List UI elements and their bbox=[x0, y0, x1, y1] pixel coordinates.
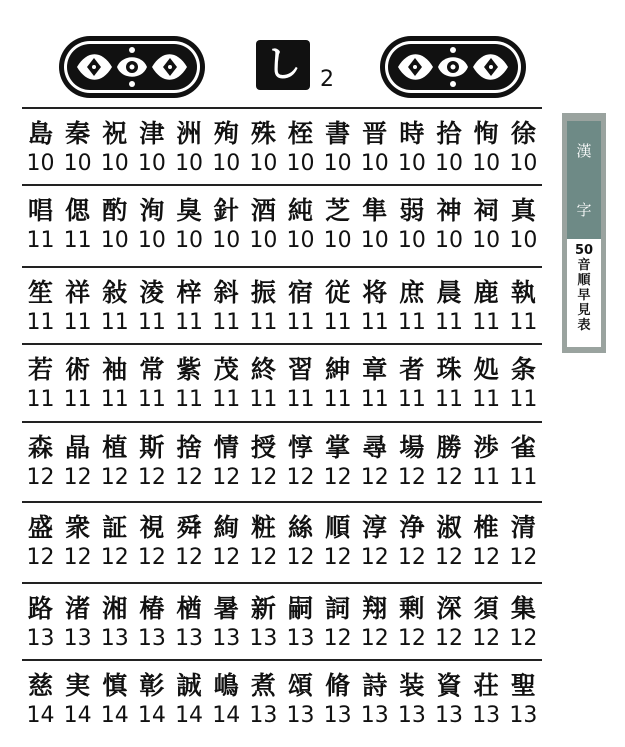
kanji-cell: 津 bbox=[139, 119, 165, 148]
stroke-count-cell: 12 bbox=[63, 465, 92, 490]
kanji-cell: 雀 bbox=[510, 433, 536, 462]
kanji-cell: 詩 bbox=[362, 671, 388, 700]
kanji-cell: 晶 bbox=[65, 433, 91, 462]
stroke-count-cell: 10 bbox=[100, 151, 129, 176]
stroke-count-cell: 11 bbox=[509, 465, 538, 490]
stroke-count-cell: 13 bbox=[212, 626, 241, 651]
stroke-count-cell: 14 bbox=[26, 703, 55, 728]
kanji-line bbox=[22, 512, 542, 544]
kanji-cell: 洲 bbox=[176, 119, 202, 148]
stroke-count-cell: 13 bbox=[472, 703, 501, 728]
stroke-count-cell: 12 bbox=[360, 626, 389, 651]
kanji-cell: 偲 bbox=[65, 196, 91, 225]
stroke-count-cell: 10 bbox=[137, 228, 166, 253]
kanji-cell: 新 bbox=[250, 594, 276, 623]
stroke-count-cell: 11 bbox=[100, 310, 129, 335]
kanji-cell: 紳 bbox=[325, 355, 351, 384]
stroke-count-line bbox=[22, 702, 542, 730]
kanji-cell: 真 bbox=[510, 196, 536, 225]
kanji-cell: 資 bbox=[436, 671, 462, 700]
kanji-cell: 誠 bbox=[176, 671, 202, 700]
stroke-count-cell: 11 bbox=[63, 228, 92, 253]
table-row bbox=[22, 670, 542, 730]
kanji-cell: 集 bbox=[510, 594, 536, 623]
kanji-cell: 惇 bbox=[287, 433, 313, 462]
stroke-count-cell: 12 bbox=[397, 626, 426, 651]
side-tab-char: 漢 bbox=[576, 142, 592, 160]
divider-rule bbox=[22, 659, 542, 661]
kanji-cell: 須 bbox=[473, 594, 499, 623]
stroke-count-cell: 12 bbox=[509, 545, 538, 570]
stroke-count-cell: 10 bbox=[63, 151, 92, 176]
stroke-count-cell: 11 bbox=[63, 310, 92, 335]
kanji-cell: 従 bbox=[325, 278, 351, 307]
side-index-tab bbox=[562, 113, 606, 353]
kanji-cell: 淳 bbox=[362, 513, 388, 542]
stroke-count-cell: 10 bbox=[435, 151, 464, 176]
kanji-cell: 舜 bbox=[176, 513, 202, 542]
stroke-count-line bbox=[22, 150, 542, 178]
stroke-count-cell: 11 bbox=[26, 387, 55, 412]
stroke-count-cell: 13 bbox=[286, 626, 315, 651]
stroke-count-cell: 11 bbox=[286, 387, 315, 412]
kanji-cell: 徐 bbox=[510, 119, 536, 148]
stroke-count-cell: 10 bbox=[509, 151, 538, 176]
side-tab-number: 50 bbox=[574, 243, 594, 258]
kanji-cell: 実 bbox=[65, 671, 91, 700]
kanji-cell: 椎 bbox=[473, 513, 499, 542]
kanji-cell: 淩 bbox=[139, 278, 165, 307]
stroke-count-cell: 13 bbox=[286, 703, 315, 728]
table-row bbox=[22, 593, 542, 653]
stroke-count-cell: 12 bbox=[249, 545, 278, 570]
stroke-count-cell: 11 bbox=[397, 310, 426, 335]
kanji-cell: 盛 bbox=[27, 513, 53, 542]
kanji-cell: 装 bbox=[399, 671, 425, 700]
stroke-count-cell: 11 bbox=[249, 387, 278, 412]
stroke-count-cell: 10 bbox=[472, 228, 501, 253]
kanji-cell: 酒 bbox=[250, 196, 276, 225]
stroke-count-cell: 11 bbox=[249, 310, 278, 335]
kanji-cell: 詞 bbox=[325, 594, 351, 623]
section-page-number: 2 bbox=[320, 67, 334, 92]
kanji-cell: 掌 bbox=[325, 433, 351, 462]
kanji-cell: 袖 bbox=[102, 355, 128, 384]
kanji-line bbox=[22, 277, 542, 309]
stroke-count-cell: 13 bbox=[175, 626, 204, 651]
stroke-count-cell: 11 bbox=[212, 310, 241, 335]
kanji-cell: 書 bbox=[325, 119, 351, 148]
kanji-cell: 荘 bbox=[473, 671, 499, 700]
kanji-cell: 斯 bbox=[139, 433, 165, 462]
stroke-count-cell: 12 bbox=[435, 465, 464, 490]
stroke-count-cell: 13 bbox=[249, 703, 278, 728]
side-tab-title bbox=[567, 121, 601, 239]
stroke-count-cell: 12 bbox=[100, 545, 129, 570]
kanji-cell: 隼 bbox=[362, 196, 388, 225]
kanji-cell: 恂 bbox=[473, 119, 499, 148]
kanji-cell: 深 bbox=[436, 594, 462, 623]
stroke-count-cell: 11 bbox=[212, 387, 241, 412]
stroke-count-cell: 11 bbox=[175, 387, 204, 412]
stroke-count-cell: 10 bbox=[397, 228, 426, 253]
kanji-cell: 頌 bbox=[287, 671, 313, 700]
kanji-cell: 習 bbox=[287, 355, 313, 384]
stroke-count-cell: 12 bbox=[323, 626, 352, 651]
kanji-cell: 処 bbox=[473, 355, 499, 384]
kanji-cell: 神 bbox=[436, 196, 462, 225]
stroke-count-cell: 11 bbox=[472, 310, 501, 335]
stroke-count-cell: 10 bbox=[323, 228, 352, 253]
stroke-count-cell: 10 bbox=[137, 151, 166, 176]
kanji-line bbox=[22, 354, 542, 386]
stroke-count-cell: 11 bbox=[323, 310, 352, 335]
arabesque-ornament-right bbox=[378, 34, 528, 100]
stroke-count-cell: 13 bbox=[249, 626, 278, 651]
stroke-count-cell: 11 bbox=[509, 310, 538, 335]
stroke-count-cell: 10 bbox=[360, 228, 389, 253]
kanji-cell: 振 bbox=[250, 278, 276, 307]
side-tab-subtitle bbox=[567, 239, 601, 347]
stroke-count-cell: 12 bbox=[212, 545, 241, 570]
kanji-cell: 殊 bbox=[250, 119, 276, 148]
kanji-cell: 秦 bbox=[65, 119, 91, 148]
stroke-count-cell: 10 bbox=[397, 151, 426, 176]
kanji-cell: 森 bbox=[27, 433, 53, 462]
kanji-cell: 聖 bbox=[510, 671, 536, 700]
kanji-cell: 純 bbox=[287, 196, 313, 225]
kanji-line bbox=[22, 432, 542, 464]
stroke-count-cell: 14 bbox=[100, 703, 129, 728]
kanji-cell: 剰 bbox=[399, 594, 425, 623]
stroke-count-cell: 12 bbox=[100, 465, 129, 490]
table-row bbox=[22, 277, 542, 337]
table-row bbox=[22, 118, 542, 178]
kanji-cell: 終 bbox=[250, 355, 276, 384]
divider-rule bbox=[22, 266, 542, 268]
stroke-count-cell: 11 bbox=[472, 465, 501, 490]
kanji-cell: 唱 bbox=[27, 196, 53, 225]
kanji-cell: 鹿 bbox=[473, 278, 499, 307]
kanji-cell: 術 bbox=[65, 355, 91, 384]
stroke-count-cell: 12 bbox=[472, 626, 501, 651]
stroke-count-line bbox=[22, 309, 542, 337]
kanji-cell: 祝 bbox=[102, 119, 128, 148]
kanji-cell: 淑 bbox=[436, 513, 462, 542]
side-tab-char: 見 bbox=[577, 303, 591, 318]
stroke-count-cell: 12 bbox=[286, 545, 315, 570]
kanji-line bbox=[22, 670, 542, 702]
kanji-cell: 桎 bbox=[287, 119, 313, 148]
kanji-cell: 洵 bbox=[139, 196, 165, 225]
kanji-cell: 殉 bbox=[213, 119, 239, 148]
stroke-count-cell: 12 bbox=[435, 626, 464, 651]
kanji-cell: 若 bbox=[27, 355, 53, 384]
stroke-count-cell: 11 bbox=[100, 387, 129, 412]
stroke-count-cell: 11 bbox=[286, 310, 315, 335]
kanji-cell: 珠 bbox=[436, 355, 462, 384]
kanji-cell: 針 bbox=[213, 196, 239, 225]
kanji-cell: 粧 bbox=[250, 513, 276, 542]
divider-rule bbox=[22, 421, 542, 423]
stroke-count-cell: 12 bbox=[26, 465, 55, 490]
kanji-cell: 章 bbox=[362, 355, 388, 384]
stroke-count-cell: 12 bbox=[397, 545, 426, 570]
arabesque-ornament-left bbox=[57, 34, 207, 100]
stroke-count-cell: 11 bbox=[360, 387, 389, 412]
kanji-cell: 場 bbox=[399, 433, 425, 462]
stroke-count-cell: 10 bbox=[175, 228, 204, 253]
kanji-cell: 浄 bbox=[399, 513, 425, 542]
stroke-count-cell: 12 bbox=[26, 545, 55, 570]
kanji-cell: 植 bbox=[102, 433, 128, 462]
stroke-count-cell: 12 bbox=[286, 465, 315, 490]
stroke-count-cell: 14 bbox=[175, 703, 204, 728]
kanji-cell: 脩 bbox=[325, 671, 351, 700]
stroke-count-cell: 12 bbox=[137, 465, 166, 490]
kanji-cell: 斜 bbox=[213, 278, 239, 307]
stroke-count-cell: 11 bbox=[360, 310, 389, 335]
kanji-cell: 晋 bbox=[362, 119, 388, 148]
stroke-count-cell: 11 bbox=[435, 387, 464, 412]
stroke-count-cell: 11 bbox=[63, 387, 92, 412]
stroke-count-cell: 11 bbox=[26, 228, 55, 253]
stroke-count-cell: 12 bbox=[397, 465, 426, 490]
kanji-cell: 嶋 bbox=[213, 671, 239, 700]
kanji-cell: 慎 bbox=[102, 671, 128, 700]
kanji-cell: 渉 bbox=[473, 433, 499, 462]
kanji-cell: 暑 bbox=[213, 594, 239, 623]
kanji-cell: 臭 bbox=[176, 196, 202, 225]
stroke-count-cell: 13 bbox=[137, 626, 166, 651]
kanji-line bbox=[22, 593, 542, 625]
stroke-count-line bbox=[22, 227, 542, 255]
stroke-count-cell: 11 bbox=[137, 310, 166, 335]
kanji-cell: 笙 bbox=[27, 278, 53, 307]
stroke-count-cell: 11 bbox=[26, 310, 55, 335]
kanji-cell: 執 bbox=[510, 278, 536, 307]
kanji-line bbox=[22, 118, 542, 150]
stroke-count-line bbox=[22, 544, 542, 572]
kanji-cell: 祠 bbox=[473, 196, 499, 225]
kanji-cell: 慈 bbox=[27, 671, 53, 700]
stroke-count-cell: 10 bbox=[286, 151, 315, 176]
kanji-cell: 弱 bbox=[399, 196, 425, 225]
stroke-count-cell: 13 bbox=[397, 703, 426, 728]
stroke-count-cell: 10 bbox=[360, 151, 389, 176]
kanji-cell: 酌 bbox=[102, 196, 128, 225]
stroke-count-cell: 11 bbox=[472, 387, 501, 412]
stroke-count-cell: 13 bbox=[435, 703, 464, 728]
stroke-count-cell: 14 bbox=[63, 703, 92, 728]
kanji-cell: 庶 bbox=[399, 278, 425, 307]
stroke-count-cell: 11 bbox=[397, 387, 426, 412]
kanji-cell: 捨 bbox=[176, 433, 202, 462]
kanji-cell: 者 bbox=[399, 355, 425, 384]
kanji-cell: 清 bbox=[510, 513, 536, 542]
stroke-count-cell: 11 bbox=[323, 387, 352, 412]
kanji-cell: 梓 bbox=[176, 278, 202, 307]
section-kana-badge: し bbox=[256, 40, 310, 90]
divider-rule bbox=[22, 343, 542, 345]
table-row bbox=[22, 432, 542, 492]
divider-rule bbox=[22, 582, 542, 584]
stroke-count-cell: 11 bbox=[175, 310, 204, 335]
stroke-count-cell: 13 bbox=[63, 626, 92, 651]
stroke-count-cell: 11 bbox=[137, 387, 166, 412]
stroke-count-cell: 12 bbox=[137, 545, 166, 570]
kanji-cell: 紫 bbox=[176, 355, 202, 384]
kanji-cell: 絢 bbox=[213, 513, 239, 542]
kanji-cell: 情 bbox=[213, 433, 239, 462]
table-row bbox=[22, 195, 542, 255]
kanji-cell: 茂 bbox=[213, 355, 239, 384]
stroke-count-cell: 14 bbox=[212, 703, 241, 728]
divider-rule bbox=[22, 184, 542, 186]
kanji-cell: 椿 bbox=[139, 594, 165, 623]
side-tab-char: 早 bbox=[577, 288, 591, 303]
side-tab-char: 順 bbox=[577, 273, 591, 288]
kanji-cell: 彰 bbox=[139, 671, 165, 700]
kanji-cell: 煮 bbox=[250, 671, 276, 700]
stroke-count-cell: 10 bbox=[26, 151, 55, 176]
stroke-count-cell: 13 bbox=[509, 703, 538, 728]
kanji-cell: 湘 bbox=[102, 594, 128, 623]
divider-rule bbox=[22, 501, 542, 503]
stroke-count-line bbox=[22, 625, 542, 653]
stroke-count-cell: 13 bbox=[323, 703, 352, 728]
kanji-cell: 証 bbox=[102, 513, 128, 542]
stroke-count-cell: 12 bbox=[175, 465, 204, 490]
kanji-cell: 時 bbox=[399, 119, 425, 148]
stroke-count-cell: 10 bbox=[212, 151, 241, 176]
kanji-line bbox=[22, 195, 542, 227]
kanji-cell: 絲 bbox=[287, 513, 313, 542]
side-tab-char: 音 bbox=[577, 258, 591, 273]
stroke-count-cell: 13 bbox=[26, 626, 55, 651]
stroke-count-cell: 12 bbox=[509, 626, 538, 651]
stroke-count-cell: 10 bbox=[435, 228, 464, 253]
stroke-count-line bbox=[22, 386, 542, 414]
stroke-count-cell: 11 bbox=[435, 310, 464, 335]
kanji-cell: 楢 bbox=[176, 594, 202, 623]
stroke-count-cell: 12 bbox=[249, 465, 278, 490]
side-tab-char: 字 bbox=[576, 201, 592, 219]
stroke-count-cell: 10 bbox=[100, 228, 129, 253]
stroke-count-cell: 10 bbox=[249, 151, 278, 176]
kanji-cell: 条 bbox=[510, 355, 536, 384]
kanji-cell: 将 bbox=[362, 278, 388, 307]
stroke-count-cell: 10 bbox=[472, 151, 501, 176]
stroke-count-cell: 12 bbox=[323, 545, 352, 570]
stroke-count-cell: 11 bbox=[509, 387, 538, 412]
table-row bbox=[22, 512, 542, 572]
stroke-count-cell: 12 bbox=[323, 465, 352, 490]
stroke-count-cell: 10 bbox=[175, 151, 204, 176]
stroke-count-cell: 10 bbox=[249, 228, 278, 253]
table-row bbox=[22, 354, 542, 414]
stroke-count-cell: 13 bbox=[100, 626, 129, 651]
kanji-cell: 島 bbox=[27, 119, 53, 148]
stroke-count-cell: 12 bbox=[360, 465, 389, 490]
kanji-cell: 嗣 bbox=[287, 594, 313, 623]
kanji-cell: 順 bbox=[325, 513, 351, 542]
kanji-cell: 尋 bbox=[362, 433, 388, 462]
stroke-count-cell: 10 bbox=[286, 228, 315, 253]
stroke-count-line bbox=[22, 464, 542, 492]
stroke-count-cell: 14 bbox=[137, 703, 166, 728]
divider-rule bbox=[22, 107, 542, 109]
stroke-count-cell: 12 bbox=[63, 545, 92, 570]
kanji-cell: 翔 bbox=[362, 594, 388, 623]
stroke-count-cell: 12 bbox=[212, 465, 241, 490]
kanji-cell: 勝 bbox=[436, 433, 462, 462]
kanji-cell: 衆 bbox=[65, 513, 91, 542]
stroke-count-cell: 13 bbox=[360, 703, 389, 728]
stroke-count-cell: 12 bbox=[360, 545, 389, 570]
side-tab-char: 表 bbox=[577, 318, 591, 333]
kanji-cell: 拾 bbox=[436, 119, 462, 148]
kanji-cell: 晨 bbox=[436, 278, 462, 307]
kanji-cell: 渚 bbox=[65, 594, 91, 623]
kanji-cell: 授 bbox=[250, 433, 276, 462]
stroke-count-cell: 12 bbox=[472, 545, 501, 570]
kanji-cell: 祥 bbox=[65, 278, 91, 307]
kanji-cell: 常 bbox=[139, 355, 165, 384]
kanji-cell: 路 bbox=[27, 594, 53, 623]
stroke-count-cell: 10 bbox=[509, 228, 538, 253]
stroke-count-cell: 12 bbox=[435, 545, 464, 570]
stroke-count-cell: 10 bbox=[212, 228, 241, 253]
kanji-cell: 宿 bbox=[287, 278, 313, 307]
kanji-cell: 芝 bbox=[325, 196, 351, 225]
stroke-count-cell: 10 bbox=[323, 151, 352, 176]
kanji-cell: 視 bbox=[139, 513, 165, 542]
kanji-cell: 敍 bbox=[102, 278, 128, 307]
stroke-count-cell: 12 bbox=[175, 545, 204, 570]
